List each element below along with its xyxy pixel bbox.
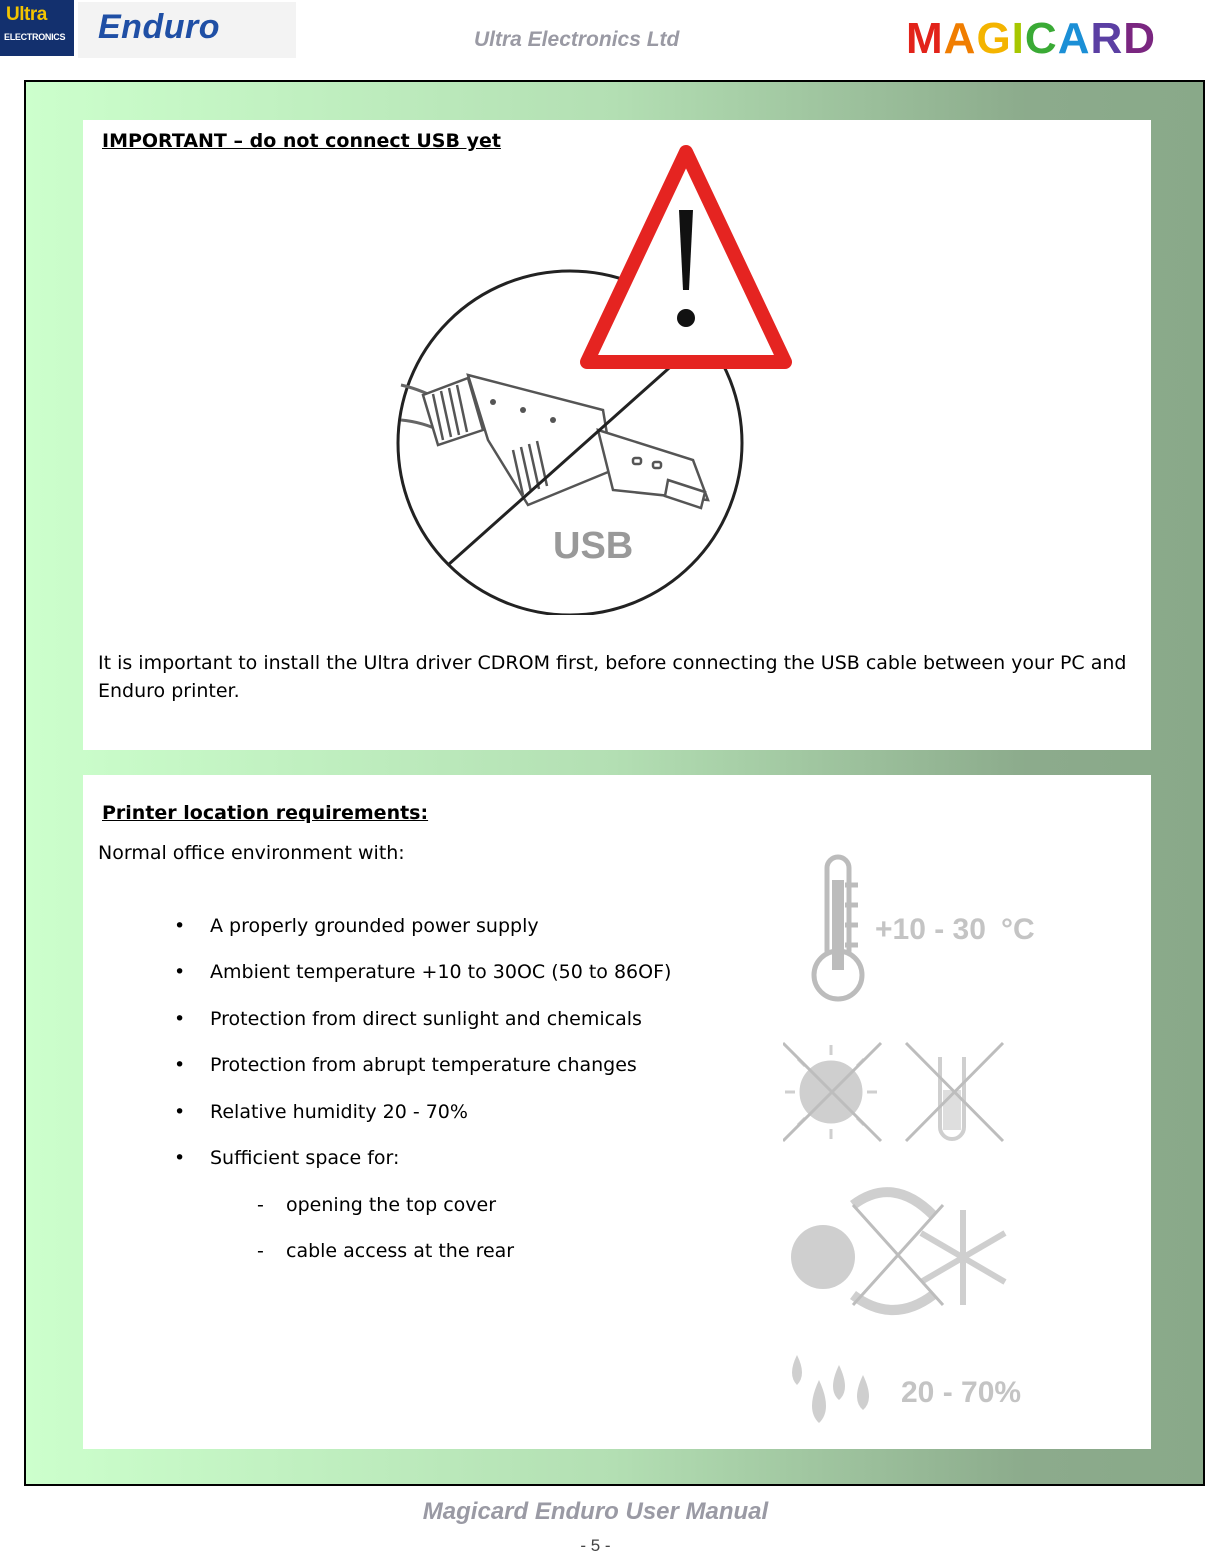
dash-glyph: -: [257, 1194, 264, 1216]
no-sunlight-cross: [783, 1043, 881, 1141]
dash-glyph: -: [257, 1240, 264, 1262]
magicard-logo: [906, 14, 1156, 64]
usb-label: USB: [553, 525, 634, 567]
location-intro: Normal office environment with:: [98, 842, 405, 864]
location-requirements-panel: [83, 775, 1151, 1449]
usb-warning-panel: [83, 120, 1151, 750]
bullet-glyph: •: [174, 961, 186, 983]
ultra-electronics-logo: [0, 0, 74, 56]
temperature-label: +10 - 30: [875, 913, 986, 946]
magicard-logo-letter: C: [1024, 14, 1058, 63]
location-heading: Printer location requirements:: [102, 802, 429, 824]
temperature-unit: °C: [1001, 913, 1035, 946]
usb-warning-paragraph: It is important to install the Ultra driver CDROM first, before connecting the USB cable between your PC and Enduro printer.: [98, 652, 1127, 702]
list-item: Sufficient space for:: [210, 1147, 400, 1169]
sub-list-item: opening the top cover: [286, 1194, 497, 1216]
magicard-logo-letter: R: [1090, 14, 1124, 63]
warm-icon: [791, 1225, 855, 1289]
usb-warning-illustration: [383, 140, 803, 615]
warning-triangle-icon: [587, 152, 785, 362]
bullet-glyph: •: [174, 1054, 186, 1076]
change-arrow-icon: [853, 1192, 933, 1215]
usb-warning-heading: IMPORTANT – do not connect USB yet: [102, 130, 501, 152]
no-abrupt-change-cross: [853, 1205, 943, 1305]
sub-list-item: cable access at the rear: [286, 1240, 515, 1262]
content-frame: [24, 80, 1205, 1486]
environment-icons: [783, 845, 1043, 1435]
page-header: [0, 0, 1207, 78]
footer-title: Magicard Enduro User Manual: [422, 1498, 769, 1525]
bullet-glyph: •: [174, 1101, 186, 1123]
ultra-logo-text: Ultra: [6, 4, 47, 25]
humidity-drops-icon: [792, 1355, 869, 1423]
magicard-logo-letter: G: [976, 14, 1012, 63]
snowflake-icon: [921, 1210, 1005, 1305]
change-arrow-icon: [853, 1295, 933, 1310]
list-item: Ambient temperature +10 to 30OC (50 to 86OF): [210, 961, 672, 983]
enduro-logo: [78, 2, 296, 58]
bullet-glyph: •: [174, 1008, 186, 1030]
list-item: Relative humidity 20 - 70%: [210, 1101, 468, 1123]
list-item: A properly grounded power supply: [210, 915, 539, 937]
enduro-logo-text: Enduro: [98, 8, 220, 46]
magicard-logo-letter: M: [906, 14, 944, 63]
list-item: Protection from direct sunlight and chemicals: [210, 1008, 642, 1030]
bullet-glyph: •: [174, 915, 186, 937]
page-number: - 5 -: [580, 1536, 611, 1555]
magicard-logo-letter: A: [1057, 14, 1091, 63]
magicard-logo-letter: I: [1011, 14, 1025, 63]
humidity-label: 20 - 70%: [901, 1376, 1022, 1409]
bullet-glyph: •: [174, 1147, 186, 1169]
ultra-logo-subtext: ELECTRONICS: [4, 32, 66, 42]
company-name: Ultra Electronics Ltd: [474, 28, 680, 51]
list-item: Protection from abrupt temperature changes: [210, 1054, 637, 1076]
magicard-logo-letter: D: [1123, 14, 1157, 63]
magicard-logo-letter: A: [943, 14, 977, 63]
